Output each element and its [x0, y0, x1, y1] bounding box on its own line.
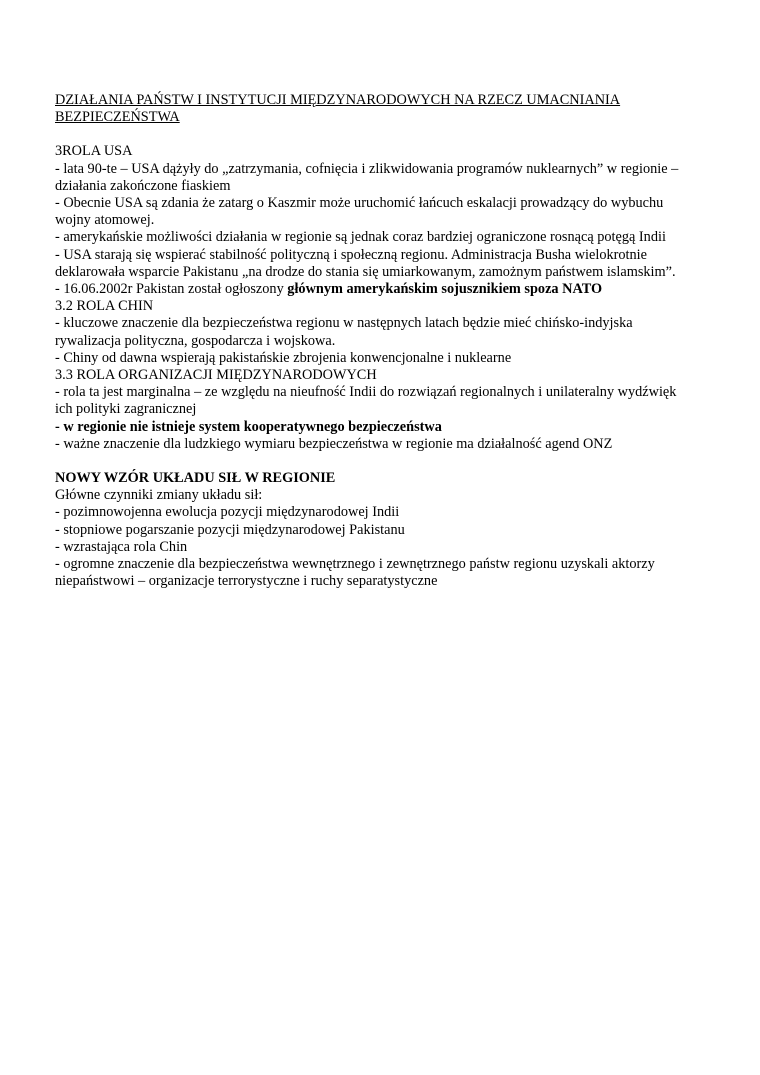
spacer [55, 453, 680, 470]
organizations-item: - ważne znaczenie dla ludzkiego wymiaru bezpieczeństwa w regionie ma działalność agend ONZ [55, 435, 613, 452]
section-heading-new-order: NOWY WZÓR UKŁADU SIŁ W REGIONIE [55, 470, 336, 487]
usa-item-pakistan [55, 281, 680, 298]
section-heading-organizations: 3.3 ROLA ORGANIZACJI MIĘDZYNARODOWYCH [55, 367, 377, 384]
usa-item: - lata 90-te – USA dążyły do „zatrzymania, cofnięcia i zlikwidowania programów nuklearnych” w regionie – działania zakończone fiaskiem [55, 160, 679, 194]
section-heading-china: 3.2 ROLA CHIN [55, 298, 154, 315]
china-item: - Chiny od dawna wspierają pakistańskie zbrojenia konwencjonalne i nuklearne [55, 349, 512, 366]
usa-item: - amerykańskie możliwości działania w regionie są jednak coraz bardziej ograniczone rosnącą potęgą Indii [55, 229, 666, 246]
usa-item: - Obecnie USA są zdania że zatarg o Kaszmir może uruchomić łańcuch eskalacji prowadzący do wybuchu wojny atomowej. [55, 195, 664, 229]
organizations-item: - rola ta jest marginalna – ze względu na nieufność Indii do rozwiązań regionalnych i unilateralny wydźwięk ich polityki zagranicznej [55, 384, 677, 418]
new-order-item: - stopniowe pogarszanie pozycji międzynarodowej Pakistanu [55, 521, 405, 538]
document-title: DZIAŁANIA PAŃSTW I INSTYTUCJI MIĘDZYNARODOWYCH NA RZECZ UMACNIANIA BEZPIECZEŃSTWA [55, 92, 621, 126]
new-order-intro: Główne czynniki zmiany układu sił: [55, 487, 263, 504]
usa-pakistan-bold-text: głównym amerykańskim sojusznikiem spoza NATO [287, 281, 603, 298]
usa-pakistan-text: - 16.06.2002r Pakistan został ogłoszony [55, 281, 288, 298]
china-item: - kluczowe znaczenie dla bezpieczeństwa regionu w następnych latach będzie mieć chińsko-indyjska rywalizacja polityczna, gospodarcza i wojskowa. [55, 315, 633, 349]
new-order-item: - ogromne znaczenie dla bezpieczeństwa wewnętrznego i zewnętrznego państw regionu uzyskali aktorzy niepaństwowi – organizacje terrorystyczne i ruchy separatystyczne [55, 556, 655, 590]
section-heading-usa: 3ROLA USA [55, 143, 133, 160]
new-order-item: - wzrastająca rola Chin [55, 538, 188, 555]
new-order-item: - pozimnowojenna ewolucja pozycji międzynarodowej Indii [55, 504, 400, 521]
organizations-item-bold: - w regionie nie istnieje system kooperatywnego bezpieczeństwa [55, 418, 442, 435]
spacer [55, 126, 680, 143]
document-body [55, 92, 680, 590]
usa-item: - USA starają się wspierać stabilność polityczną i społeczną regionu. Administracja Busha wielokrotnie deklarowała wsparcie Pakistanu „na drodze do stania się umiarkowanym, zamożnym państwem islamskim”. [55, 246, 676, 280]
